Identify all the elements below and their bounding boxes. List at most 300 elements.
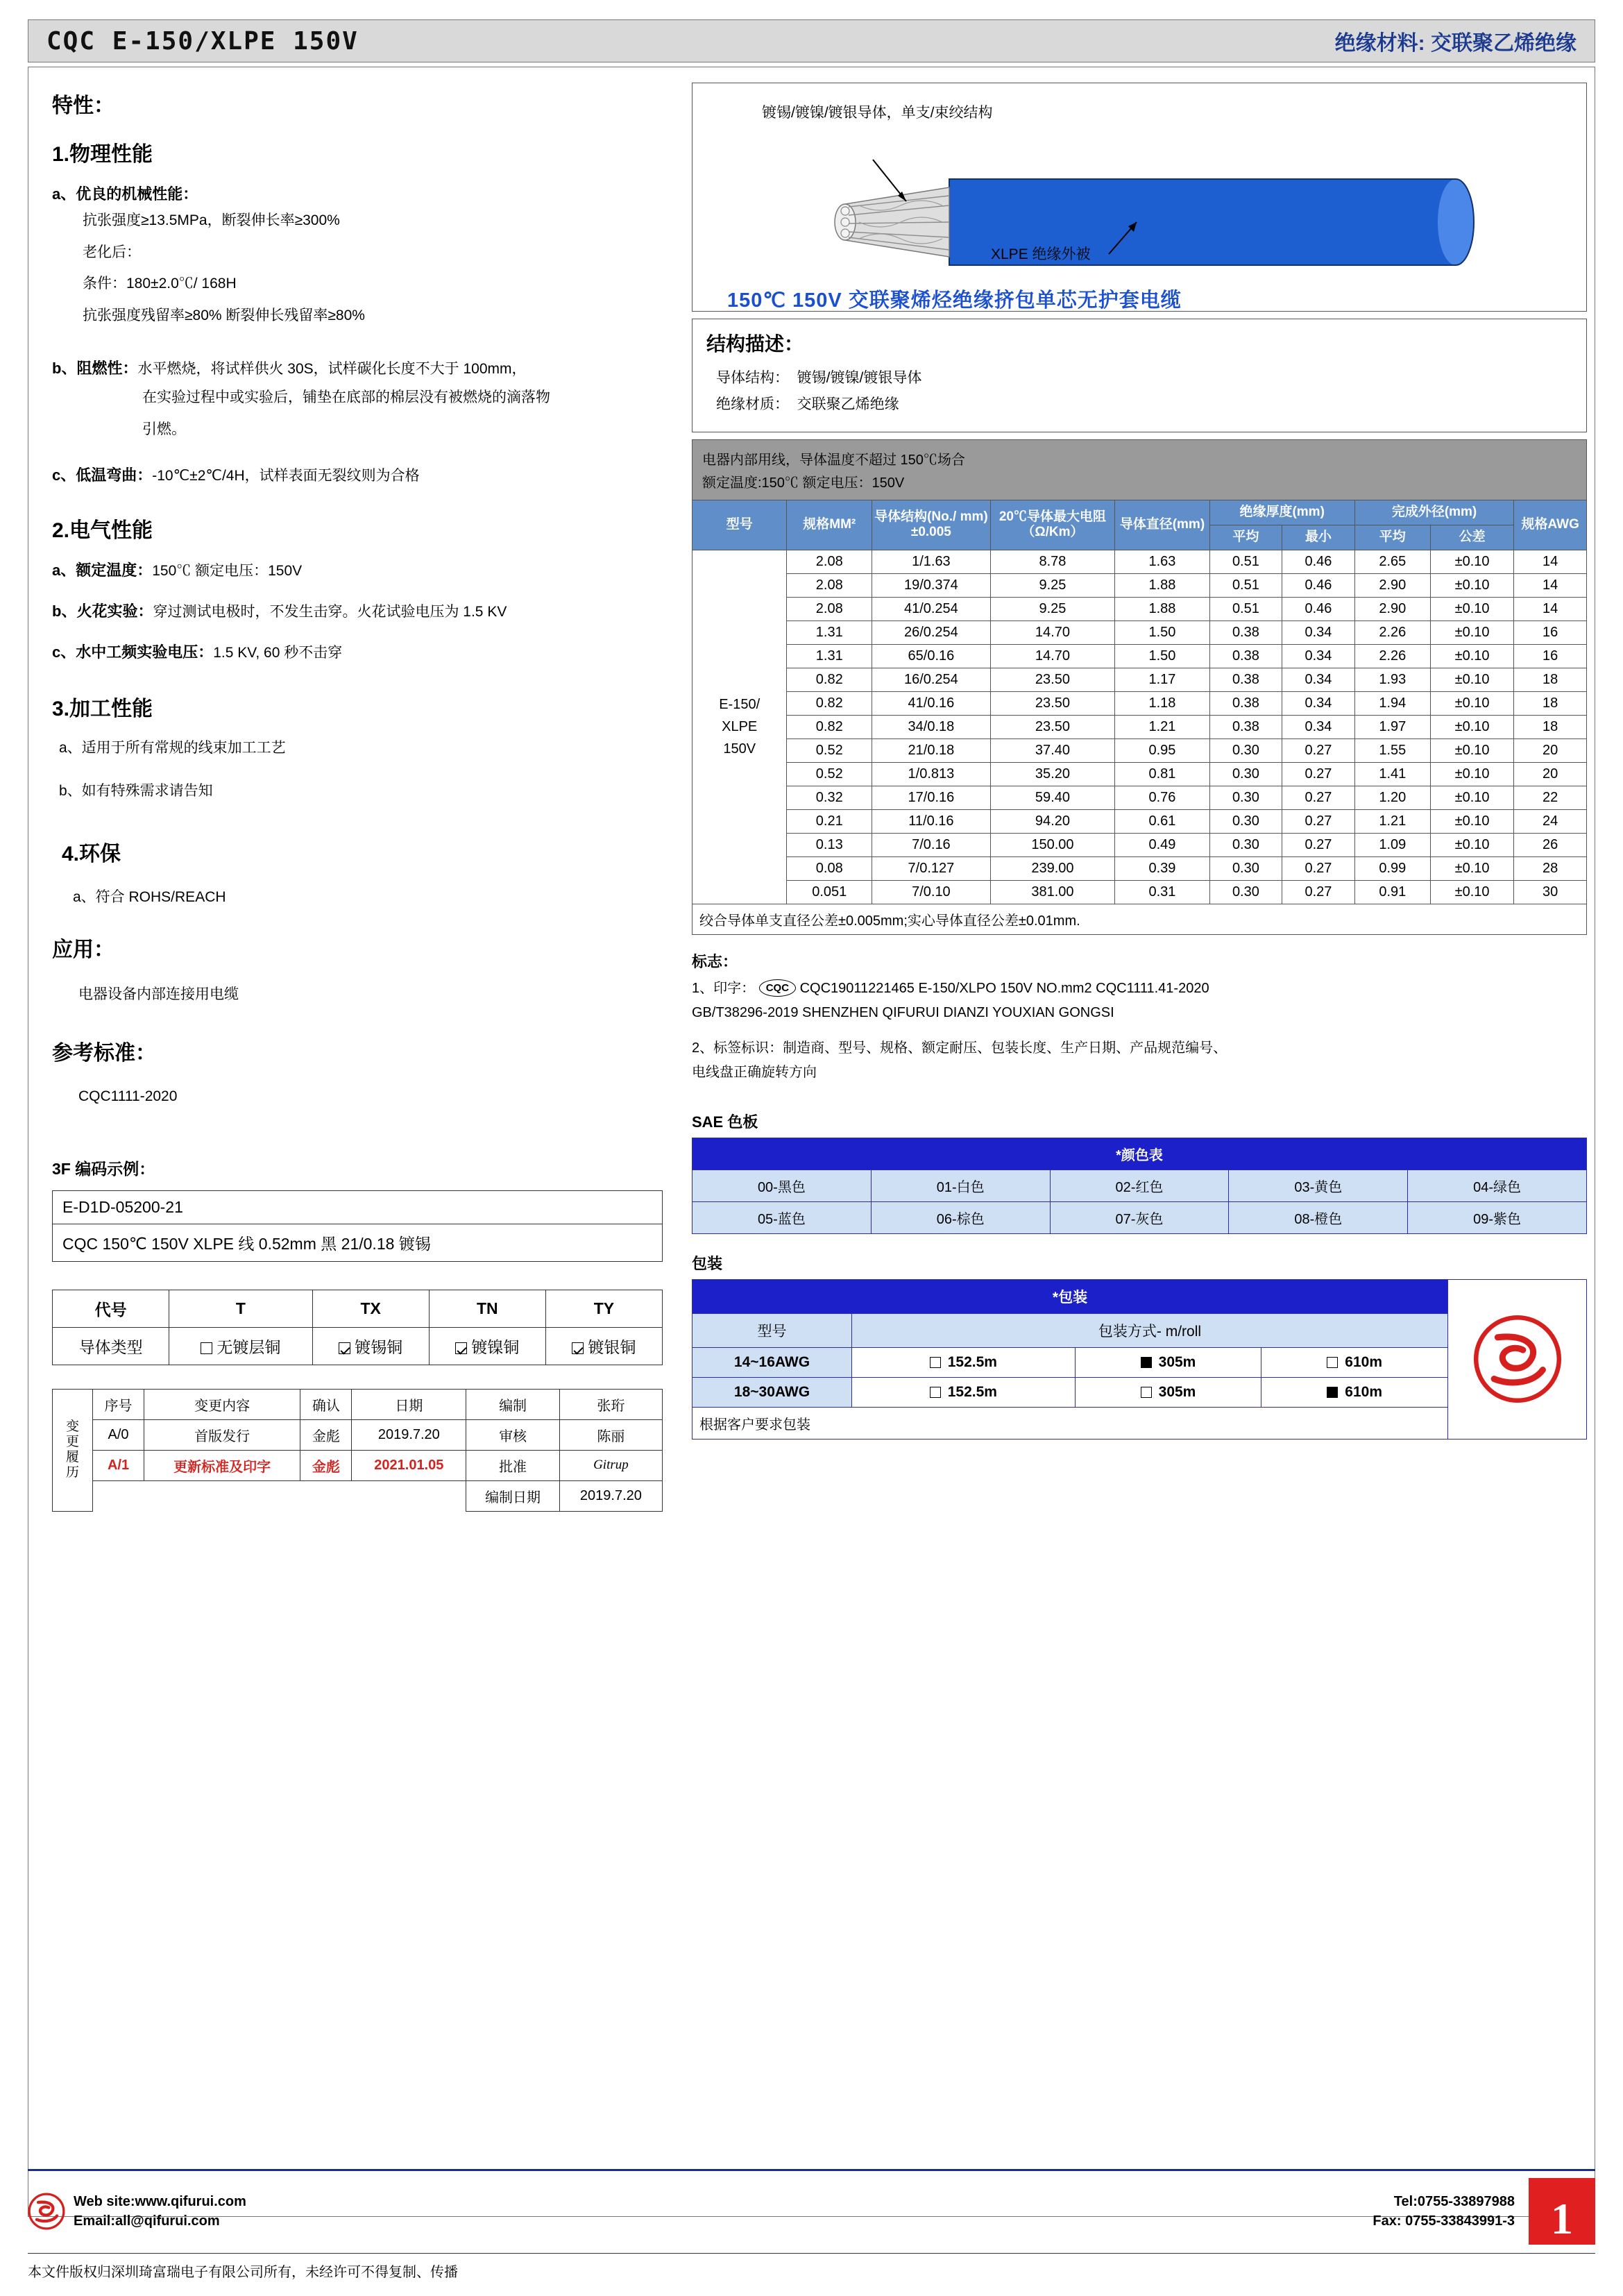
ct-header-2: TX bbox=[312, 1290, 429, 1327]
spec-cell: 1.63 bbox=[1115, 550, 1209, 573]
table-row bbox=[692, 597, 1587, 621]
structure-box bbox=[692, 319, 1587, 432]
ct-cell-tn[interactable] bbox=[429, 1327, 545, 1365]
ct-header-0: 代号 bbox=[53, 1290, 169, 1327]
section-1b-line2: 在实验过程中或实验后，铺垫在底部的棉层没有被燃烧的滴落物 bbox=[142, 389, 550, 405]
packaging-row1-opt1[interactable]: 305m bbox=[1075, 1377, 1261, 1407]
spec-cell: 0.38 bbox=[1209, 644, 1282, 668]
spec-cell: 0.38 bbox=[1209, 668, 1282, 691]
checkbox-checked-icon[interactable] bbox=[339, 1342, 350, 1354]
spec-cell: 65/0.16 bbox=[872, 644, 991, 668]
spec-cell: 7/0.10 bbox=[872, 880, 991, 904]
spec-cell: 0.27 bbox=[1282, 809, 1355, 833]
section-3b: b、如有特殊需求请告知 bbox=[59, 782, 213, 799]
spec-cell: 0.32 bbox=[787, 786, 872, 809]
marking-line-4: 电线盘正确旋转方向 bbox=[692, 1064, 817, 1080]
page-footer bbox=[28, 2169, 1595, 2281]
page-number: 1 bbox=[1529, 2178, 1595, 2245]
table-row bbox=[692, 550, 1587, 573]
spec-cell: ±0.10 bbox=[1430, 691, 1513, 715]
table-row bbox=[692, 762, 1587, 786]
spec-cell: 0.39 bbox=[1115, 856, 1209, 880]
packaging-heading: 包装 bbox=[692, 1254, 723, 1272]
packaging-col-model: 型号 bbox=[692, 1313, 852, 1347]
reference-text: CQC1111-2020 bbox=[78, 1088, 178, 1104]
structure-heading: 结构描述： bbox=[706, 333, 804, 355]
spec-cell: 1.97 bbox=[1354, 715, 1430, 738]
spec-condition-2: 额定温度:150℃ 额定电压：150V bbox=[702, 475, 905, 491]
spec-th-outer: 完成外径(mm) bbox=[1354, 500, 1514, 525]
color-cell: 01-白色 bbox=[871, 1170, 1050, 1201]
packaging-row0-opt0[interactable]: 152.5m bbox=[852, 1347, 1076, 1377]
ct-header-1: T bbox=[169, 1290, 312, 1327]
spec-cell: 0.82 bbox=[787, 715, 872, 738]
marking-line-3: 2、标签标识：制造商、型号、规格、额定耐压、包装长度、生产日期、产品规范编号、 bbox=[692, 1040, 1227, 1056]
ct-row-label: 导体类型 bbox=[53, 1327, 169, 1365]
table-row bbox=[692, 1377, 1448, 1407]
spec-footnote: 绞合导体单支直径公差±0.005mm;实心导体直径公差±0.01mm. bbox=[692, 904, 1587, 935]
checkbox-empty-icon[interactable] bbox=[930, 1387, 941, 1398]
spec-cell: 94.20 bbox=[990, 809, 1115, 833]
spec-cell: 0.99 bbox=[1354, 856, 1430, 880]
rev-header-4: 编制 bbox=[466, 1389, 560, 1419]
color-cell: 03-黄色 bbox=[1229, 1170, 1408, 1201]
table-row bbox=[692, 856, 1587, 880]
rev-last-role: 编制日期 bbox=[466, 1480, 560, 1511]
cable-diagram bbox=[720, 118, 1539, 298]
checkbox-checked-icon[interactable] bbox=[572, 1342, 584, 1354]
structure-line2-value: 交联聚乙烯绝缘 bbox=[797, 396, 899, 412]
spec-cell: 37.40 bbox=[990, 738, 1115, 762]
section-1b-line1: 水平燃烧，将试样供火 30S，试样碳化长度不大于 100mm， bbox=[137, 361, 527, 377]
spec-th-diameter: 导体直径(mm) bbox=[1115, 500, 1209, 550]
section-2b-text: 穿过测试电极时，不发生击穿。火花试验电压为 1.5 KV bbox=[153, 604, 507, 620]
spec-cell: 34/0.18 bbox=[872, 715, 991, 738]
rev-header-5: 张珩 bbox=[559, 1389, 662, 1419]
table-row bbox=[692, 1313, 1448, 1347]
spec-cell: 0.27 bbox=[1282, 786, 1355, 809]
spec-cell: 30 bbox=[1514, 880, 1587, 904]
spec-th-awg: 规格AWG bbox=[1514, 500, 1587, 550]
table-row bbox=[692, 786, 1587, 809]
section-1-heading: 1.物理性能 bbox=[52, 143, 153, 166]
spec-cell: ±0.10 bbox=[1430, 738, 1513, 762]
copyright-notice: 本文件版权归深圳琦富瑞电子有限公司所有，未经许可不得复制、传播 bbox=[28, 2253, 1595, 2281]
spec-cell: 1.21 bbox=[1115, 715, 1209, 738]
spec-cell: 1.88 bbox=[1115, 573, 1209, 597]
spec-cell: 26 bbox=[1514, 833, 1587, 856]
spec-cell: 2.26 bbox=[1354, 621, 1430, 644]
spec-cell: 0.38 bbox=[1209, 691, 1282, 715]
ct-cell-tx[interactable] bbox=[312, 1327, 429, 1365]
marking-1-text: CQC19011221465 E-150/XLPO 150V NO.mm2 CQC1111.41-2020 bbox=[799, 980, 1209, 996]
spec-cell: ±0.10 bbox=[1430, 880, 1513, 904]
spec-cell: 20 bbox=[1514, 762, 1587, 786]
spec-cell: ±0.10 bbox=[1430, 856, 1513, 880]
spec-cell: 20 bbox=[1514, 738, 1587, 762]
spec-cell: 1.09 bbox=[1354, 833, 1430, 856]
table-row bbox=[692, 833, 1587, 856]
packaging-row0-opt1[interactable]: 305m bbox=[1075, 1347, 1261, 1377]
spec-cell: 1.21 bbox=[1354, 809, 1430, 833]
spec-cell: 1.20 bbox=[1354, 786, 1430, 809]
marking-line-2: GB/T38296-2019 SHENZHEN QIFURUI DIANZI YOUXIAN GONGSI bbox=[692, 1004, 1114, 1020]
color-table-header: *颜色表 bbox=[692, 1138, 1587, 1170]
section-1a-label: a、优良的机械性能： bbox=[52, 185, 198, 203]
spec-cell: 18 bbox=[1514, 715, 1587, 738]
spec-cell: 16 bbox=[1514, 621, 1587, 644]
table-row bbox=[53, 1327, 663, 1365]
spec-cell: 18 bbox=[1514, 668, 1587, 691]
spec-cell: 2.26 bbox=[1354, 644, 1430, 668]
signature: Gitrup bbox=[559, 1450, 662, 1480]
spec-cell: 2.90 bbox=[1354, 597, 1430, 621]
table-row bbox=[692, 573, 1587, 597]
spec-cell: 1.31 bbox=[787, 644, 872, 668]
spec-cell: 1.50 bbox=[1115, 621, 1209, 644]
rev-row1-content: 更新标准及印字 bbox=[144, 1450, 300, 1480]
color-cell: 09-紫色 bbox=[1408, 1201, 1587, 1233]
ct-header-4: TY bbox=[545, 1290, 662, 1327]
spec-cell: 1.55 bbox=[1354, 738, 1430, 762]
ct-cell-tx-label: 镀锡铜 bbox=[355, 1337, 403, 1356]
spec-condition-1: 电器内部用线，导体温度不超过 150℃场合 bbox=[702, 453, 965, 468]
coding-example-line1: E-D1D-05200-21 bbox=[62, 1197, 183, 1216]
table-row bbox=[692, 668, 1587, 691]
color-cell: 05-蓝色 bbox=[692, 1201, 872, 1233]
section-2b-label: b、火花实验： bbox=[52, 602, 153, 620]
spec-cell: 1.18 bbox=[1115, 691, 1209, 715]
packaging-table-header: *包装 bbox=[692, 1279, 1448, 1313]
footer-tel: Tel:0755-33897988 bbox=[1393, 2194, 1515, 2209]
section-1c-label: c、低温弯曲： bbox=[52, 466, 153, 484]
packaging-table bbox=[692, 1279, 1448, 1408]
spec-th-model: 型号 bbox=[692, 500, 787, 550]
spec-th-construction: 导体结构(No./ mm)±0.005 bbox=[872, 500, 991, 550]
section-2a-label: a、额定温度： bbox=[52, 562, 153, 579]
spec-cell: 0.27 bbox=[1282, 856, 1355, 880]
table-row bbox=[692, 691, 1587, 715]
spec-cell: ±0.10 bbox=[1430, 668, 1513, 691]
spec-cell: 0.46 bbox=[1282, 573, 1355, 597]
packaging-row0-opt2[interactable]: 610m bbox=[1261, 1347, 1448, 1377]
checkbox-empty-icon[interactable] bbox=[1141, 1387, 1152, 1398]
structure-line1 bbox=[716, 366, 1572, 387]
packaging-section bbox=[692, 1279, 1587, 1440]
spec-cell: 7/0.127 bbox=[872, 856, 991, 880]
ct-cell-tn-label: 镀镍铜 bbox=[471, 1337, 520, 1356]
marking-1-prefix: 1、印字： bbox=[692, 980, 756, 996]
spec-cell: 0.91 bbox=[1354, 880, 1430, 904]
table-row bbox=[53, 1480, 663, 1511]
spec-cell: 2.90 bbox=[1354, 573, 1430, 597]
table-row bbox=[692, 621, 1587, 644]
right-column bbox=[679, 67, 1602, 2216]
marking-line-1 bbox=[692, 979, 1587, 999]
rev-header-0: 序号 bbox=[93, 1389, 144, 1419]
spec-cell: 0.46 bbox=[1282, 550, 1355, 573]
checkbox-filled-icon[interactable] bbox=[1327, 1387, 1338, 1398]
section-2c-label: c、水中工频实验电压： bbox=[52, 643, 214, 661]
rev-row1-confirm: 金彪 bbox=[300, 1450, 352, 1480]
spec-cell: 1.94 bbox=[1354, 691, 1430, 715]
ct-cell-t-label: 无镀层铜 bbox=[216, 1337, 281, 1356]
spec-cell: 8.78 bbox=[990, 550, 1115, 573]
spec-cell: 17/0.16 bbox=[872, 786, 991, 809]
spec-cell: 7/0.16 bbox=[872, 833, 991, 856]
spec-cell: 0.30 bbox=[1209, 833, 1282, 856]
spec-cell: 0.27 bbox=[1282, 762, 1355, 786]
packaging-row0-model: 14~16AWG bbox=[692, 1347, 852, 1377]
table-row bbox=[53, 1389, 663, 1419]
spec-cell: 0.49 bbox=[1115, 833, 1209, 856]
structure-line2 bbox=[716, 393, 1572, 414]
spec-cell: ±0.10 bbox=[1430, 809, 1513, 833]
cable-illustration-box bbox=[692, 83, 1587, 312]
spec-cell: 0.38 bbox=[1209, 621, 1282, 644]
section-2c-text: 1.5 KV, 60 秒不击穿 bbox=[213, 645, 343, 661]
table-row bbox=[53, 1290, 663, 1327]
ct-cell-t[interactable] bbox=[169, 1327, 312, 1365]
spec-cell: 11/0.16 bbox=[872, 809, 991, 833]
table-row bbox=[692, 644, 1587, 668]
spec-cell: 28 bbox=[1514, 856, 1587, 880]
sae-heading: SAE 色板 bbox=[692, 1113, 758, 1131]
spec-cell: 381.00 bbox=[990, 880, 1115, 904]
revision-side-label: 变 更 履 历 bbox=[53, 1389, 93, 1511]
page-header bbox=[28, 19, 1595, 62]
spec-cell: 2.08 bbox=[787, 597, 872, 621]
rev-last-date: 2019.7.20 bbox=[559, 1480, 662, 1511]
spec-cell: 23.50 bbox=[990, 691, 1115, 715]
table-row bbox=[692, 809, 1587, 833]
section-4a: a、符合 ROHS/REACH bbox=[73, 889, 226, 905]
table-row bbox=[692, 880, 1587, 904]
spec-cell: 0.30 bbox=[1209, 762, 1282, 786]
color-cell: 00-黑色 bbox=[692, 1170, 872, 1201]
spec-cell: 1.17 bbox=[1115, 668, 1209, 691]
spec-cell: ±0.10 bbox=[1430, 833, 1513, 856]
packaging-col-method: 包装方式- m/roll bbox=[852, 1313, 1448, 1347]
spec-cell: 41/0.16 bbox=[872, 691, 991, 715]
color-table bbox=[692, 1138, 1587, 1234]
section-1b-line3: 引燃。 bbox=[142, 421, 186, 437]
application-heading: 应用： bbox=[52, 938, 114, 961]
section-3a: a、适用于所有常规的线束加工工艺 bbox=[59, 740, 286, 756]
table-row bbox=[53, 1419, 663, 1450]
spec-cell: 2.65 bbox=[1354, 550, 1430, 573]
section-4-heading: 4.环保 bbox=[62, 843, 121, 866]
rev-row0-date: 2019.7.20 bbox=[352, 1419, 466, 1450]
spec-cell: 0.38 bbox=[1209, 715, 1282, 738]
left-column bbox=[28, 67, 679, 2216]
spec-cell: ±0.10 bbox=[1430, 597, 1513, 621]
spec-cell: 41/0.254 bbox=[872, 597, 991, 621]
spec-cell: 0.51 bbox=[1209, 597, 1282, 621]
footer-email[interactable]: Email:all@qifurui.com bbox=[74, 2213, 220, 2229]
spec-cell: 1.41 bbox=[1354, 762, 1430, 786]
structure-line1-value: 镀锡/镀镍/镀银导体 bbox=[797, 370, 922, 386]
rev-row0-person: 陈丽 bbox=[559, 1419, 662, 1450]
coding-example-box bbox=[52, 1190, 663, 1262]
spec-th-resistance: 20℃导体最大电阻（Ω/Km） bbox=[990, 500, 1115, 550]
spec-cell: 35.20 bbox=[990, 762, 1115, 786]
table-row bbox=[692, 1201, 1587, 1233]
checkbox-unchecked-icon[interactable] bbox=[201, 1342, 212, 1354]
coding-example-heading: 3F 编码示例： bbox=[52, 1159, 155, 1178]
color-cell: 08-橙色 bbox=[1229, 1201, 1408, 1233]
footer-divider bbox=[28, 2169, 1595, 2171]
structure-line1-label: 导体结构： bbox=[716, 370, 789, 386]
spec-cell: 16/0.254 bbox=[872, 668, 991, 691]
spec-cell: 23.50 bbox=[990, 668, 1115, 691]
spec-cell: 0.51 bbox=[1209, 573, 1282, 597]
spec-cell: 0.08 bbox=[787, 856, 872, 880]
spec-cell: ±0.10 bbox=[1430, 786, 1513, 809]
spec-cell: 0.27 bbox=[1282, 833, 1355, 856]
spec-cell: 0.30 bbox=[1209, 786, 1282, 809]
section-1a-line2: 老化后： bbox=[83, 244, 141, 260]
reference-heading: 参考标准： bbox=[52, 1042, 156, 1065]
ct-header-3: TN bbox=[429, 1290, 545, 1327]
table-header-row bbox=[692, 1138, 1587, 1170]
checkbox-empty-icon[interactable] bbox=[1327, 1357, 1338, 1368]
ct-cell-ty-label: 镀银铜 bbox=[588, 1337, 636, 1356]
section-1a-line3: 条件：180±2.0℃/ 168H bbox=[83, 276, 237, 292]
spec-cell: ±0.10 bbox=[1430, 715, 1513, 738]
spec-cell: 2.08 bbox=[787, 573, 872, 597]
rev-row1-role: 批准 bbox=[466, 1450, 560, 1480]
spec-cell: 14.70 bbox=[990, 621, 1115, 644]
features-heading: 特性： bbox=[52, 94, 114, 117]
spec-cell: ±0.10 bbox=[1430, 573, 1513, 597]
spec-cell: 0.34 bbox=[1282, 644, 1355, 668]
spec-cell: 0.52 bbox=[787, 738, 872, 762]
rev-header-3: 日期 bbox=[352, 1389, 466, 1419]
cable-top-label: 镀锡/镀镍/镀银导体，单支/束绞结构 bbox=[762, 105, 993, 121]
spec-cell: 0.34 bbox=[1282, 668, 1355, 691]
spec-cell: 0.51 bbox=[1209, 550, 1282, 573]
spec-cell: ±0.10 bbox=[1430, 621, 1513, 644]
spec-cell: 0.95 bbox=[1115, 738, 1209, 762]
color-cell: 07-灰色 bbox=[1050, 1201, 1229, 1233]
spec-cell: 0.34 bbox=[1282, 621, 1355, 644]
spec-cell: 18 bbox=[1514, 691, 1587, 715]
ct-cell-ty[interactable] bbox=[545, 1327, 662, 1365]
spec-cell: 0.34 bbox=[1282, 715, 1355, 738]
spec-cell: 0.31 bbox=[1115, 880, 1209, 904]
spec-th-size: 规格MM² bbox=[787, 500, 872, 550]
table-header-row bbox=[692, 1279, 1448, 1313]
section-1a-line4: 抗张强度残留率≥80% 断裂伸长残留率≥80% bbox=[83, 307, 365, 323]
rev-header-1: 变更内容 bbox=[144, 1389, 300, 1419]
rev-row0-no: A/0 bbox=[93, 1419, 144, 1450]
spec-cell: 0.30 bbox=[1209, 880, 1282, 904]
cable-title: 150℃ 150V 交联聚烯烃绝缘挤包单芯无护套电缆 bbox=[727, 289, 1182, 312]
color-cell: 04-绿色 bbox=[1408, 1170, 1587, 1201]
checkbox-checked-icon[interactable] bbox=[455, 1342, 467, 1354]
color-cell: 06-棕色 bbox=[871, 1201, 1050, 1233]
structure-line2-label: 绝缘材质： bbox=[716, 396, 789, 412]
checkbox-empty-icon[interactable] bbox=[930, 1357, 941, 1368]
spec-cell: ±0.10 bbox=[1430, 644, 1513, 668]
table-header-row bbox=[692, 500, 1587, 525]
rev-row1-no: A/1 bbox=[93, 1450, 144, 1480]
spec-cell: 239.00 bbox=[990, 856, 1115, 880]
table-row bbox=[692, 738, 1587, 762]
conductor-type-table bbox=[52, 1290, 663, 1365]
spec-cell: 0.76 bbox=[1115, 786, 1209, 809]
spec-cell: 0.46 bbox=[1282, 597, 1355, 621]
packaging-row1-opt2[interactable]: 610m bbox=[1261, 1377, 1448, 1407]
spec-cell: 1/0.813 bbox=[872, 762, 991, 786]
spec-cell: 9.25 bbox=[990, 573, 1115, 597]
color-cell: 02-红色 bbox=[1050, 1170, 1229, 1201]
application-text: 电器设备内部连接用电缆 bbox=[78, 986, 239, 1002]
spec-cell: 0.27 bbox=[1282, 738, 1355, 762]
company-logo-icon bbox=[1472, 1314, 1563, 1404]
spec-cell: 24 bbox=[1514, 809, 1587, 833]
spec-cell: 2.08 bbox=[787, 550, 872, 573]
spec-cell: 0.82 bbox=[787, 691, 872, 715]
table-row bbox=[692, 715, 1587, 738]
spec-cell: 150.00 bbox=[990, 833, 1115, 856]
spec-cell: 0.34 bbox=[1282, 691, 1355, 715]
spec-cell: 26/0.254 bbox=[872, 621, 991, 644]
spec-cell: 21/0.18 bbox=[872, 738, 991, 762]
footer-logo-icon bbox=[28, 2193, 65, 2230]
spec-cell: 59.40 bbox=[990, 786, 1115, 809]
spec-cell: 14.70 bbox=[990, 644, 1115, 668]
rev-header-2: 确认 bbox=[300, 1389, 352, 1419]
footer-fax: Fax: 0755-33843991-3 bbox=[1373, 2213, 1515, 2229]
spec-cell: 0.52 bbox=[787, 762, 872, 786]
content-frame bbox=[28, 67, 1595, 2217]
spec-cell: 1.88 bbox=[1115, 597, 1209, 621]
spec-cell: 0.30 bbox=[1209, 856, 1282, 880]
revision-history-table bbox=[52, 1389, 663, 1512]
spec-cell: ±0.10 bbox=[1430, 550, 1513, 573]
marking-heading: 标志： bbox=[692, 952, 738, 970]
spec-cell: 14 bbox=[1514, 550, 1587, 573]
spec-cell: ±0.10 bbox=[1430, 762, 1513, 786]
packaging-note: 根据客户要求包装 bbox=[692, 1408, 1448, 1440]
section-1b-label: b、阻燃性： bbox=[52, 360, 138, 377]
checkbox-filled-icon[interactable] bbox=[1141, 1357, 1152, 1368]
packaging-row1-opt0[interactable]: 152.5m bbox=[852, 1377, 1076, 1407]
spec-cell: 16 bbox=[1514, 644, 1587, 668]
spec-cell: 0.051 bbox=[787, 880, 872, 904]
spec-cell: 14 bbox=[1514, 597, 1587, 621]
spec-model-cell: E-150/ XLPE 150V bbox=[692, 550, 787, 904]
packaging-row1-model: 18~30AWG bbox=[692, 1377, 852, 1407]
table-row bbox=[53, 1450, 663, 1480]
section-1c-text: -10℃±2℃/4H，试样表面无裂纹则为合格 bbox=[152, 468, 420, 484]
specification-table bbox=[692, 500, 1587, 904]
rev-row0-role: 审核 bbox=[466, 1419, 560, 1450]
cable-bottom-label: XLPE 绝缘外被 bbox=[991, 246, 1091, 262]
spec-cell: 23.50 bbox=[990, 715, 1115, 738]
rev-row0-confirm: 金彪 bbox=[300, 1419, 352, 1450]
spec-cell: 0.30 bbox=[1209, 738, 1282, 762]
footer-website[interactable]: Web site:www.qifurui.com bbox=[74, 2194, 246, 2209]
spec-th-out-tol: 公差 bbox=[1430, 525, 1513, 550]
spec-cell: 1.50 bbox=[1115, 644, 1209, 668]
spec-cell: 0.21 bbox=[787, 809, 872, 833]
rev-row0-content: 首版发行 bbox=[144, 1419, 300, 1450]
company-logo bbox=[1448, 1279, 1587, 1440]
spec-cell: 22 bbox=[1514, 786, 1587, 809]
